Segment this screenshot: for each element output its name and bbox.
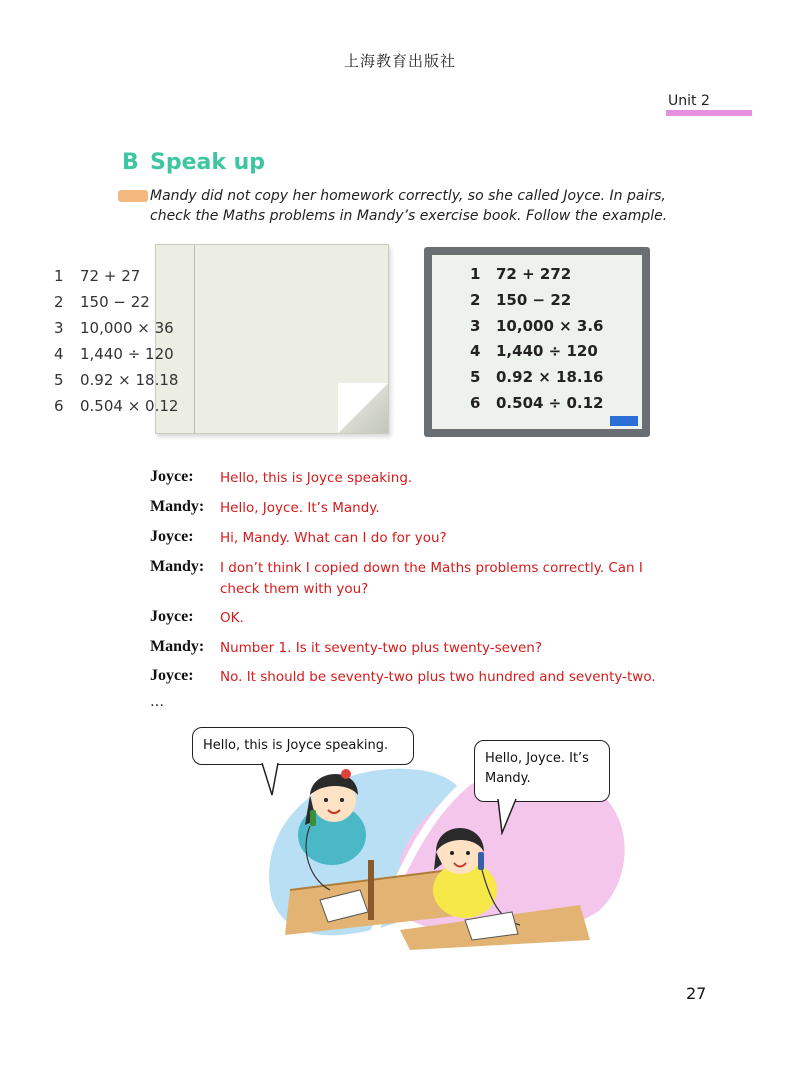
page-number: 27	[686, 984, 707, 1003]
notepad-problem: 6 0.504 × 0.12	[54, 397, 179, 415]
dialogue-line: Hello, this is Joyce speaking.	[220, 470, 413, 486]
dialogue-line: Number 1. Is it seventy-two plus twenty-seven?	[220, 640, 542, 656]
dialogue-line: Hi, Mandy. What can I do for you?	[220, 530, 447, 546]
dialogue-line: Hello, Joyce. It’s Mandy.	[220, 500, 380, 516]
unit-bar	[666, 110, 752, 116]
joyce-speech-bubble: Hello, this is Joyce speaking.	[192, 727, 414, 765]
publisher-header: 上海教育出版社	[343, 52, 456, 70]
board-eraser	[610, 416, 638, 426]
instruction-marker	[118, 190, 148, 202]
board-problem: 3 10,000 × 3.6	[470, 317, 604, 335]
notepad-margin-line	[194, 245, 195, 433]
dialogue-speaker: Joyce:	[150, 667, 194, 684]
mandy-bubble-tail	[494, 799, 524, 835]
dialogue-line: I don’t think I copied down the Maths problems correctly. Can I check them with you?	[220, 560, 643, 597]
instruction-text: Mandy did not copy her homework correctly, so she called Joyce. In pairs, check the Maths problems in Mandy’s exercise book. Follow the example.	[150, 188, 668, 224]
joyce-bubble-tail	[256, 763, 286, 797]
section-title: Speak up	[150, 150, 266, 175]
mandy-speech-bubble: Hello, Joyce. It’s Mandy.	[474, 740, 610, 802]
unit-label: Unit 2	[668, 93, 710, 109]
dialogue-speaker: Joyce:	[150, 468, 194, 485]
section-letter: B	[122, 150, 139, 175]
dialogue-speaker: Joyce:	[150, 528, 194, 545]
dialogue-speaker: Mandy:	[150, 558, 205, 575]
board-problem: 2 150 − 22	[470, 291, 572, 309]
notepad-problem: 4 1,440 ÷ 120	[54, 345, 174, 363]
notepad-problem: 5 0.92 × 18.18	[54, 371, 179, 389]
notepad-problem: 2 150 − 22	[54, 293, 150, 311]
exercise-book-page	[155, 244, 389, 434]
notepad-problem: 3 10,000 × 36	[54, 319, 174, 337]
dialogue-speaker: Mandy:	[150, 498, 205, 515]
board-problem: 5 0.92 × 18.16	[470, 368, 604, 386]
dialogue-line: OK.	[220, 610, 244, 626]
dialogue-line: No. It should be seventy-two plus two hundred and seventy-two.	[220, 669, 656, 685]
dialogue-speaker: Joyce:	[150, 608, 194, 625]
notepad-problem: 1 72 + 27	[54, 267, 141, 285]
dialogue-ellipsis: …	[150, 694, 164, 710]
page-curl	[338, 383, 388, 433]
board-problem: 1 72 + 272	[470, 265, 572, 283]
dialogue-speaker: Mandy:	[150, 638, 205, 655]
board-problem: 6 0.504 ÷ 0.12	[470, 394, 604, 412]
board-problem: 4 1,440 ÷ 120	[470, 342, 598, 360]
